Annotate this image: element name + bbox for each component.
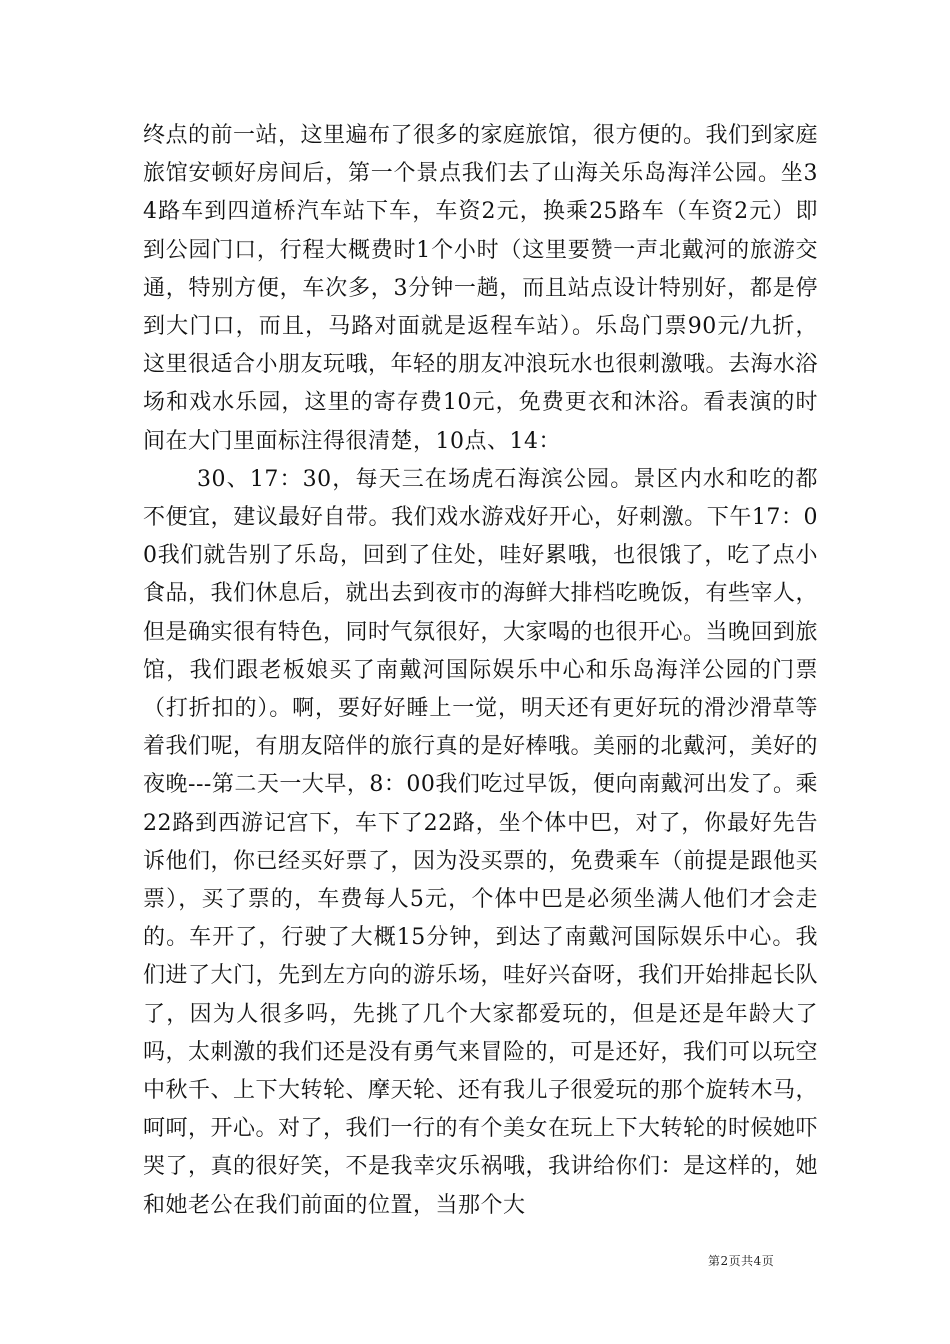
body-text <box>143 117 818 1225</box>
page-number-footer: 第2页共4页 <box>708 1254 775 1268</box>
paragraph-2: 30、17：30，每天三在场虎石海滨公园。景区内水和吃的都不便宜，建议最好自带。我们戏水游戏好开心，好刺激。下午17：00我们就告别了乐岛，回到了住处，哇好累哦，也很饿了，吃了点小食品，我们休息后，就出去到夜市的海鲜大排档吃晚饭，有些宰人，但是确实很有特色，同时气氛很好，大家喝的也很开心。当晚回到旅馆，我们跟老板娘买了南戴河国际娱乐中心和乐岛海洋公园的门票（打折扣的）。啊，要好好睡上一觉，明天还有更好玩的滑沙滑草等着我们呢，有朋友陪伴的旅行真的是好棒哦。美丽的北戴河，美好的夜晚---第二天一大早，8：00我们吃过早饭，便向南戴河出发了。乘22路到西游记宫下，车下了22路，坐个体中巴，对了，你最好先告诉他们，你已经买好票了，因为没买票的，免费乘车（前提是跟他买票），买了票的，车费每人5元，个体中巴是必须坐满人他们才会走的。车开了，行驶了大概15分钟，到达了南戴河国际娱乐中心。我们进了大门，先到左方向的游乐场，哇好兴奋呀，我们开始排起长队了，因为人很多吗，先挑了几个大家都爱玩的，但是还是年龄大了吗，太刺激的我们还是没有勇气来冒险的，可是还好，我们可以玩空中秋千、上下大转轮、摩天轮、还有我儿子很爱玩的那个旋转木马，呵呵，开心。对了，我们一行的有个美女在玩上下大转轮的时候她吓哭了，真的很好笑，不是我幸灾乐祸哦，我讲给你们：是这样的，她和她老公在我们前面的位置，当那个大 <box>143 466 819 1218</box>
paragraph-1: 终点的前一站，这里遍布了很多的家庭旅馆，很方便的。我们到家庭旅馆安顿好房间后，第一个景点我们去了山海关乐岛海洋公园。坐34路车到四道桥汽车站下车，车资2元，换乘25路车（车资2元）即到公园门口，行程大概费时1个小时（这里要赞一声北戴河的旅游交通，特别方便，车次多，3分钟一趟，而且站点设计特别好，都是停到大门口，而且，马路对面就是返程车站）。乐岛门票90元/九折，这里很适合小朋友玩哦，年轻的朋友冲浪玩水也很刺激哦。去海水浴场和戏水乐园，这里的寄存费10元，免费更衣和沐浴。看表演的时间在大门里面标注得很清楚，10点、14： <box>143 123 819 454</box>
